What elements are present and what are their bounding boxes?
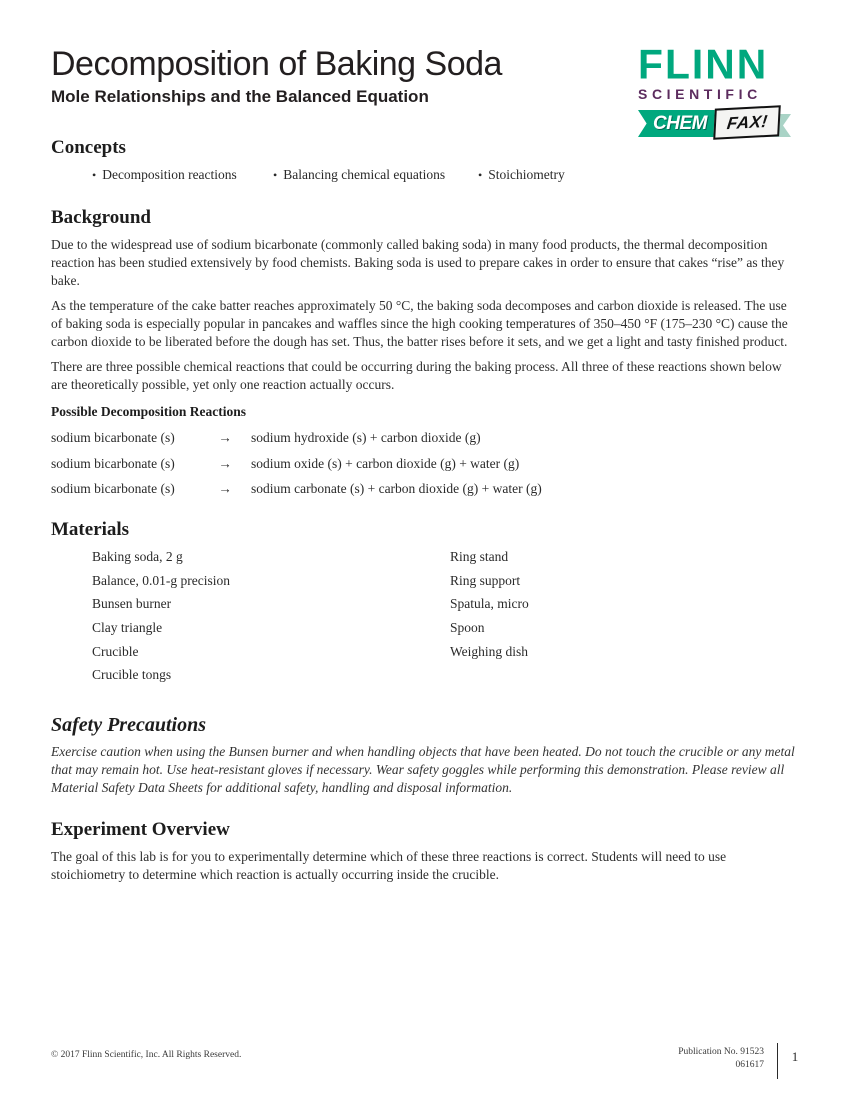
footer-right [678, 1043, 812, 1079]
footer [51, 1043, 812, 1079]
logo-brand-name: FLINN [638, 41, 769, 89]
reactions-subheading: Possible Decomposition Reactions [51, 404, 246, 419]
arrow-icon: → [218, 430, 232, 445]
reaction-row [51, 429, 800, 446]
logo-brand-sub: SCIENTIFIC [638, 86, 762, 102]
page-number: 1 [791, 1049, 799, 1064]
publication-number: Publication No. 91523 [678, 1047, 764, 1057]
concepts-heading: Concepts [51, 137, 126, 158]
concepts-list [51, 167, 800, 183]
bullet-icon: • [92, 168, 97, 182]
concept-label: Stoichiometry [488, 167, 565, 182]
material-item: Ring support [450, 572, 521, 588]
material-item: Clay triangle [92, 620, 163, 636]
materials-right-column [450, 550, 800, 692]
reaction-products: sodium oxide (s) + carbon dioxide (g) + water (g) [251, 455, 520, 471]
concept-item [478, 167, 565, 183]
overview-text: The goal of this lab is for you to experimentally determine which of these three reactions is correct. Students will need to use stoichiometry to determine which reaction is actually occurring inside the crucible. [51, 849, 727, 883]
material-item: Spoon [450, 620, 485, 636]
safety-text: Exercise caution when using the Bunsen burner and when handling objects that have been heated. Do not touch the crucible or any metal that may remain hot. Use heat-resistant gloves if necessary. Wear safety goggles while performing this demonstration. Please review all Material Safety Data Sheets for additional safety, handling and disposal information. [51, 744, 795, 796]
materials-heading: Materials [51, 519, 130, 540]
reactions-list [51, 429, 800, 497]
concept-item [273, 167, 478, 183]
material-item: Ring stand [450, 549, 509, 564]
chemfax-fax-label: FAX! [725, 111, 769, 133]
bullet-icon: • [273, 168, 278, 182]
material-item: Weighing dish [450, 643, 529, 659]
material-item: Spatula, micro [450, 596, 529, 612]
publication-date-code: 061617 [735, 1060, 764, 1070]
chemfax-chem-label: CHEM [653, 113, 707, 134]
materials-list [92, 550, 800, 692]
background-heading: Background [51, 207, 151, 228]
concept-label: Balancing chemical equations [283, 167, 446, 182]
background-paragraph: There are three possible chemical reactions that could be occurring during the baking process. All three of these reactions shown below are theoretically possible, yet only one reaction actually occurs. [51, 359, 782, 392]
copyright-text: © 2017 Flinn Scientific, Inc. All Rights Reserved. [51, 1050, 242, 1060]
reaction-reactant: sodium bicarbonate (s) [51, 430, 175, 445]
overview-heading: Experiment Overview [51, 819, 230, 841]
reaction-products: sodium carbonate (s) + carbon dioxide (g) + water (g) [251, 481, 542, 496]
material-item: Bunsen burner [92, 596, 172, 612]
chemfax-fax-box [713, 105, 781, 140]
reaction-reactant: sodium bicarbonate (s) [51, 455, 175, 471]
content [0, 137, 850, 884]
background-paragraph: As the temperature of the cake batter reaches approximately 50 °C, the baking soda decomposes and carbon dioxide is released. The use of baking soda is especially popular in pancakes and waffles since the high cooking temperatures of 350–450 °F (175–230 °C) cause the carbon dioxide to be liberated before the dough has set. Thus, the batter rises before it sets, and we get a light and tasty finished product. [51, 298, 788, 349]
material-item: Crucible [92, 643, 139, 659]
material-item: Baking soda, 2 g [92, 549, 183, 564]
concept-item [92, 167, 273, 183]
reaction-products: sodium hydroxide (s) + carbon dioxide (g) [251, 430, 481, 445]
reaction-row [51, 455, 800, 472]
reaction-row [51, 480, 800, 497]
safety-heading: Safety Precautions [51, 714, 206, 737]
background-paragraph: Due to the widespread use of sodium bicarbonate (commonly called baking soda) in many food products, the thermal decomposition reaction has been studied extensively by food chemists. Baking soda is used to prepare cakes in order to ensure that cakes “rise” as they bake. [51, 237, 785, 288]
publication-block [678, 1043, 764, 1079]
chemfax-banner [638, 106, 793, 140]
flinn-scientific-logo [638, 41, 798, 140]
materials-left-column [92, 550, 450, 692]
page-subtitle: Mole Relationships and the Balanced Equation [51, 87, 429, 106]
reaction-reactant: sodium bicarbonate (s) [51, 481, 175, 496]
header [0, 0, 850, 134]
page-title: Decomposition of Baking Soda [51, 45, 502, 83]
concept-label: Decomposition reactions [102, 167, 237, 182]
arrow-icon: → [218, 455, 232, 471]
bullet-icon: • [478, 168, 483, 182]
arrow-icon: → [218, 481, 232, 496]
material-item: Balance, 0.01-g precision [92, 572, 230, 588]
material-item: Crucible tongs [92, 667, 172, 683]
